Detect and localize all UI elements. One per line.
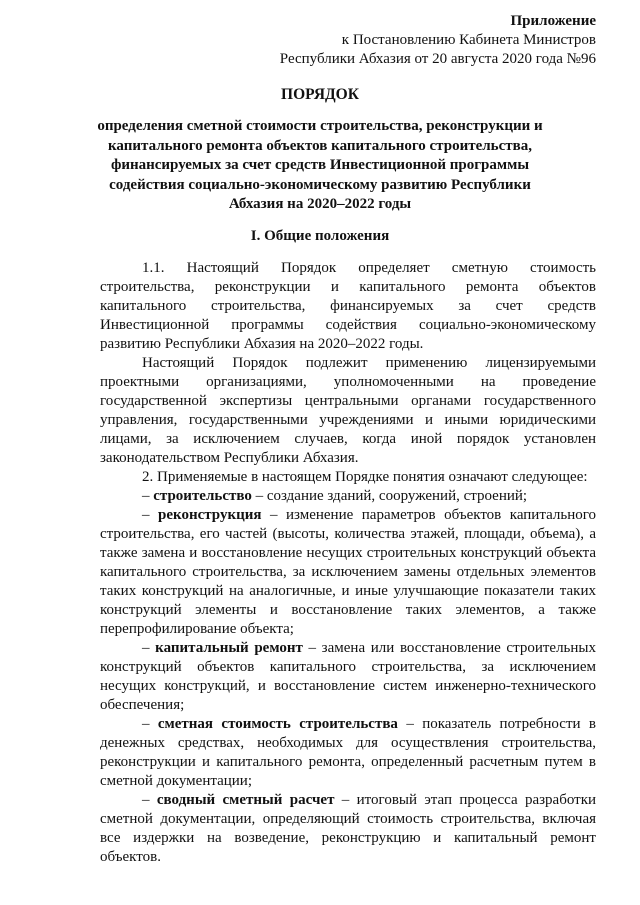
definition-reconstruction — [100, 506, 596, 639]
definition-capital-repair — [100, 639, 596, 715]
section-title: I. Общие положения — [250, 228, 390, 244]
definition-dash: – — [142, 488, 154, 504]
definition-text: – создание зданий, сооружений, строений; — [251, 488, 528, 504]
definition-text: – показатель потребности в денежных средствах, необходимых для осуществления строительства, реконструкции и капитального ремонта, определенный расчетным путем в сметной документации; — [100, 716, 596, 789]
appendix-line-2: Республики Абхазия от 20 августа 2020 года №96 — [279, 51, 596, 67]
definition-text: – замена или восстановление строительных конструкций объектов капитального строительства, за исключением несущих конструкций, и восстановление систем инженерно-технического обеспечения; — [100, 640, 597, 713]
definition-text: – итоговый этап процесса разработки сметной документации, определяющий стоимость строительства, включая все издержки на возведение, реконструкцию и капитальный ремонт объектов. — [100, 792, 597, 865]
definition-dash: – — [142, 507, 158, 523]
document-subtitle: определения сметной стоимости строительства, реконструкции и капитального ремонта объектов капитального строительства, финансируемых за счет средств Инвестиционной программы содействия социально-экономическому развитию Республики Абхазия на 2020–2022 годы — [97, 118, 543, 212]
definition-term: сводный сметный расчет — [156, 792, 335, 808]
definition-dash: – — [142, 792, 157, 808]
appendix-line-1: к Постановлению Кабинета Министров — [341, 32, 596, 48]
definition-text: – изменение параметров объектов капитального строительства, его частей (высоты, количества этажей, площади, объема), а также замена и восстановление несущих строительных конструкций объекта капитального строительства, за исключением замены отдельных элементов таких конструкций на аналогичные, и иные улучшающие показатели таких конструкций элементы и восстановление таких элементов, а также перепрофилирование объекта; — [100, 507, 596, 637]
definition-term: реконструкция — [158, 507, 262, 523]
appendix-header — [280, 12, 596, 69]
paragraph-1-1: 1.1. Настоящий Порядок определяет сметную стоимость строительства, реконструкции и капитального ремонта объектов капитального строительства, финансируемых за счет средств Инвестиционной программы содействия социально-экономическому развитию Республики Абхазия на 2020–2022 годы. — [100, 260, 596, 352]
definition-estimated-cost — [100, 715, 596, 791]
document-body — [100, 259, 596, 867]
definition-dash: – — [142, 716, 158, 732]
definition-construction — [100, 487, 596, 506]
definition-dash: – — [142, 640, 156, 656]
document-title: ПОРЯДОК — [281, 86, 359, 103]
definition-term: сметная стоимость строительства — [157, 716, 398, 732]
appendix-title: Приложение — [510, 13, 596, 29]
definition-term: капитальный ремонт — [155, 640, 303, 656]
paragraph-2-intro: 2. Применяемые в настоящем Порядке понятия означают следующее: — [142, 469, 588, 485]
paragraph-applicability: Настоящий Порядок подлежит применению лицензируемыми проектными организациями, уполномоченными на проведение государственной экспертизы центральными органами государственного управления, государственными учреждениями и иными юридическими лицами, за исключением случаев, когда иной порядок установлен законодательством Республики Абхазия. — [100, 355, 596, 466]
definition-summary-estimate — [100, 791, 596, 867]
definition-term: строительство — [153, 488, 252, 504]
